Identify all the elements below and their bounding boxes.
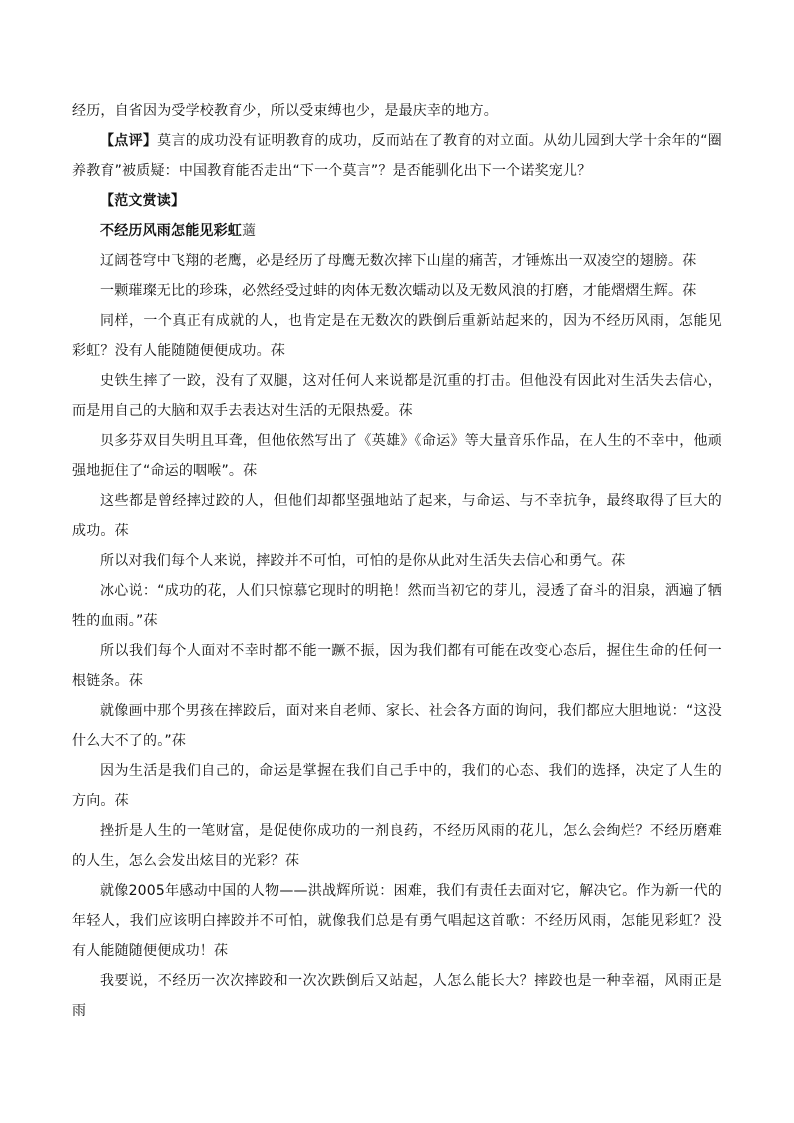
- paragraph-mark: 茠: [128, 673, 144, 689]
- paragraph-mark: 茠: [114, 793, 129, 809]
- paragraph-mark: 茠: [243, 463, 258, 479]
- paragraph-mark: 茠: [171, 733, 187, 749]
- essay-paragraph-1: 辽阔苍穹中飞翔的老鹰，必是经历了母鹰无数次摔下山崖的痛苦，才锤炼出一双凌空的翅膀。茠: [100, 253, 697, 269]
- essay-paragraph-13: 就像2005年感动中国的人物——洪战辉所说：困难，我们有责任去面对它，解决它。作为新一代的年轻人，我们应该明白摔跤并不可怕，就像我们总是有勇气唱起这首歌：不经历风雨，怎能见彩虹？没有人能随随便便成功！茠: [72, 883, 722, 959]
- essay-title: [72, 216, 722, 246]
- essay-paragraph-10: 就像画中那个男孩在摔跤后，面对来自老师、家长、社会各方面的询问，我们都应大胆地说：“这没什么大不了的。”茠: [72, 703, 722, 749]
- essay-paragraph-4: 史铁生摔了一跤，没有了双腿，这对任何人来说都是沉重的打击。但他没有因此对生活失去信心，而是用自己的大脑和双手去表达对生活的无限热爱。茠: [72, 373, 722, 419]
- comment-text: 莫言的成功没有证明教育的成功，反而站在了教育的对立面。从幼儿园到大学十余年的“圈养教育”被质疑：中国教育能否走出“下一个莫言”？是否能驯化出下一个诺奖宠儿？: [72, 133, 722, 179]
- essay-paragraph-5: 贝多芬双目失明且耳聋，但他依然写出了《英雄》《命运》等大量音乐作品，在人生的不幸中，他顽强地扼住了“命运的咽喉”。茠: [72, 433, 722, 479]
- essay-paragraph-11: 因为生活是我们自己的，命运是掌握在我们自己手中的，我们的心态、我们的选择，决定了人生的方向。茠: [72, 763, 722, 809]
- essay-title-mark: 藡: [242, 223, 257, 239]
- paragraph-mark: 茠: [214, 943, 229, 959]
- paragraph-mark: 茠: [143, 613, 158, 629]
- paragraph-mark: 茠: [682, 253, 697, 269]
- comment-paragraph: [72, 126, 722, 186]
- essay-paragraph-7: 所以对我们每个人来说，摔跤并不可怕，可怕的是你从此对生活失去信心和勇气。茠: [100, 553, 626, 569]
- intro-continuation: 经历，自省因为受学校教育少，所以受束缚也少，是最庆幸的地方。: [72, 103, 498, 119]
- paragraph-mark: 茠: [270, 343, 286, 359]
- essay-paragraph-14: 我要说，不经历一次次摔跤和一次次跌倒后又站起，人怎么能长大？摔跤也是一种幸福，风雨正是雨: [72, 973, 722, 1019]
- paragraph-mark: 茠: [114, 523, 129, 539]
- essay-paragraph-2: 一颗璀璨无比的珍珠，必然经受过蚌的肉体无数次蠕动以及无数风浪的打磨，才能熠熠生辉。茠: [100, 283, 697, 299]
- paragraph-mark: 茠: [611, 553, 626, 569]
- essay-paragraph-3: 同样，一个真正有成就的人，也肯定是在无数次的跌倒后重新站起来的，因为不经历风雨，怎能见彩虹？没有人能随随便便成功。茠: [72, 313, 722, 359]
- comment-label: 【点评】: [100, 133, 158, 149]
- essay-paragraph-8: 冰心说：“成功的花，人们只惊慕它现时的明艳！然而当初它的芽儿，浸透了奋斗的泪泉，洒遍了牺牲的血雨。”茠: [72, 583, 722, 629]
- paragraph-mark: 茠: [285, 853, 300, 869]
- essay-paragraph-9: 所以我们每个人面对不幸时都不能一蹶不振，因为我们都有可能在改变心态后，握住生命的任何一根链条。茠: [72, 643, 722, 689]
- document-body: [72, 96, 722, 1026]
- essay-paragraph-12: 挫折是人生的一笔财富，是促使你成功的一剂良药，不经历风雨的花儿，怎么会绚烂？不经历磨难的人生，怎么会发出炫目的光彩？茠: [72, 823, 722, 869]
- paragraph-mark: 茠: [682, 283, 697, 299]
- section-heading: 【范文赏读】: [100, 193, 186, 209]
- essay-title-text: 不经历风雨怎能见彩虹: [100, 223, 242, 239]
- essay-paragraph-6: 这些都是曾经摔过跤的人，但他们却都坚强地站了起来，与命运、与不幸抗争，最终取得了巨大的成功。茠: [72, 493, 722, 539]
- paragraph-mark: 茠: [398, 403, 413, 419]
